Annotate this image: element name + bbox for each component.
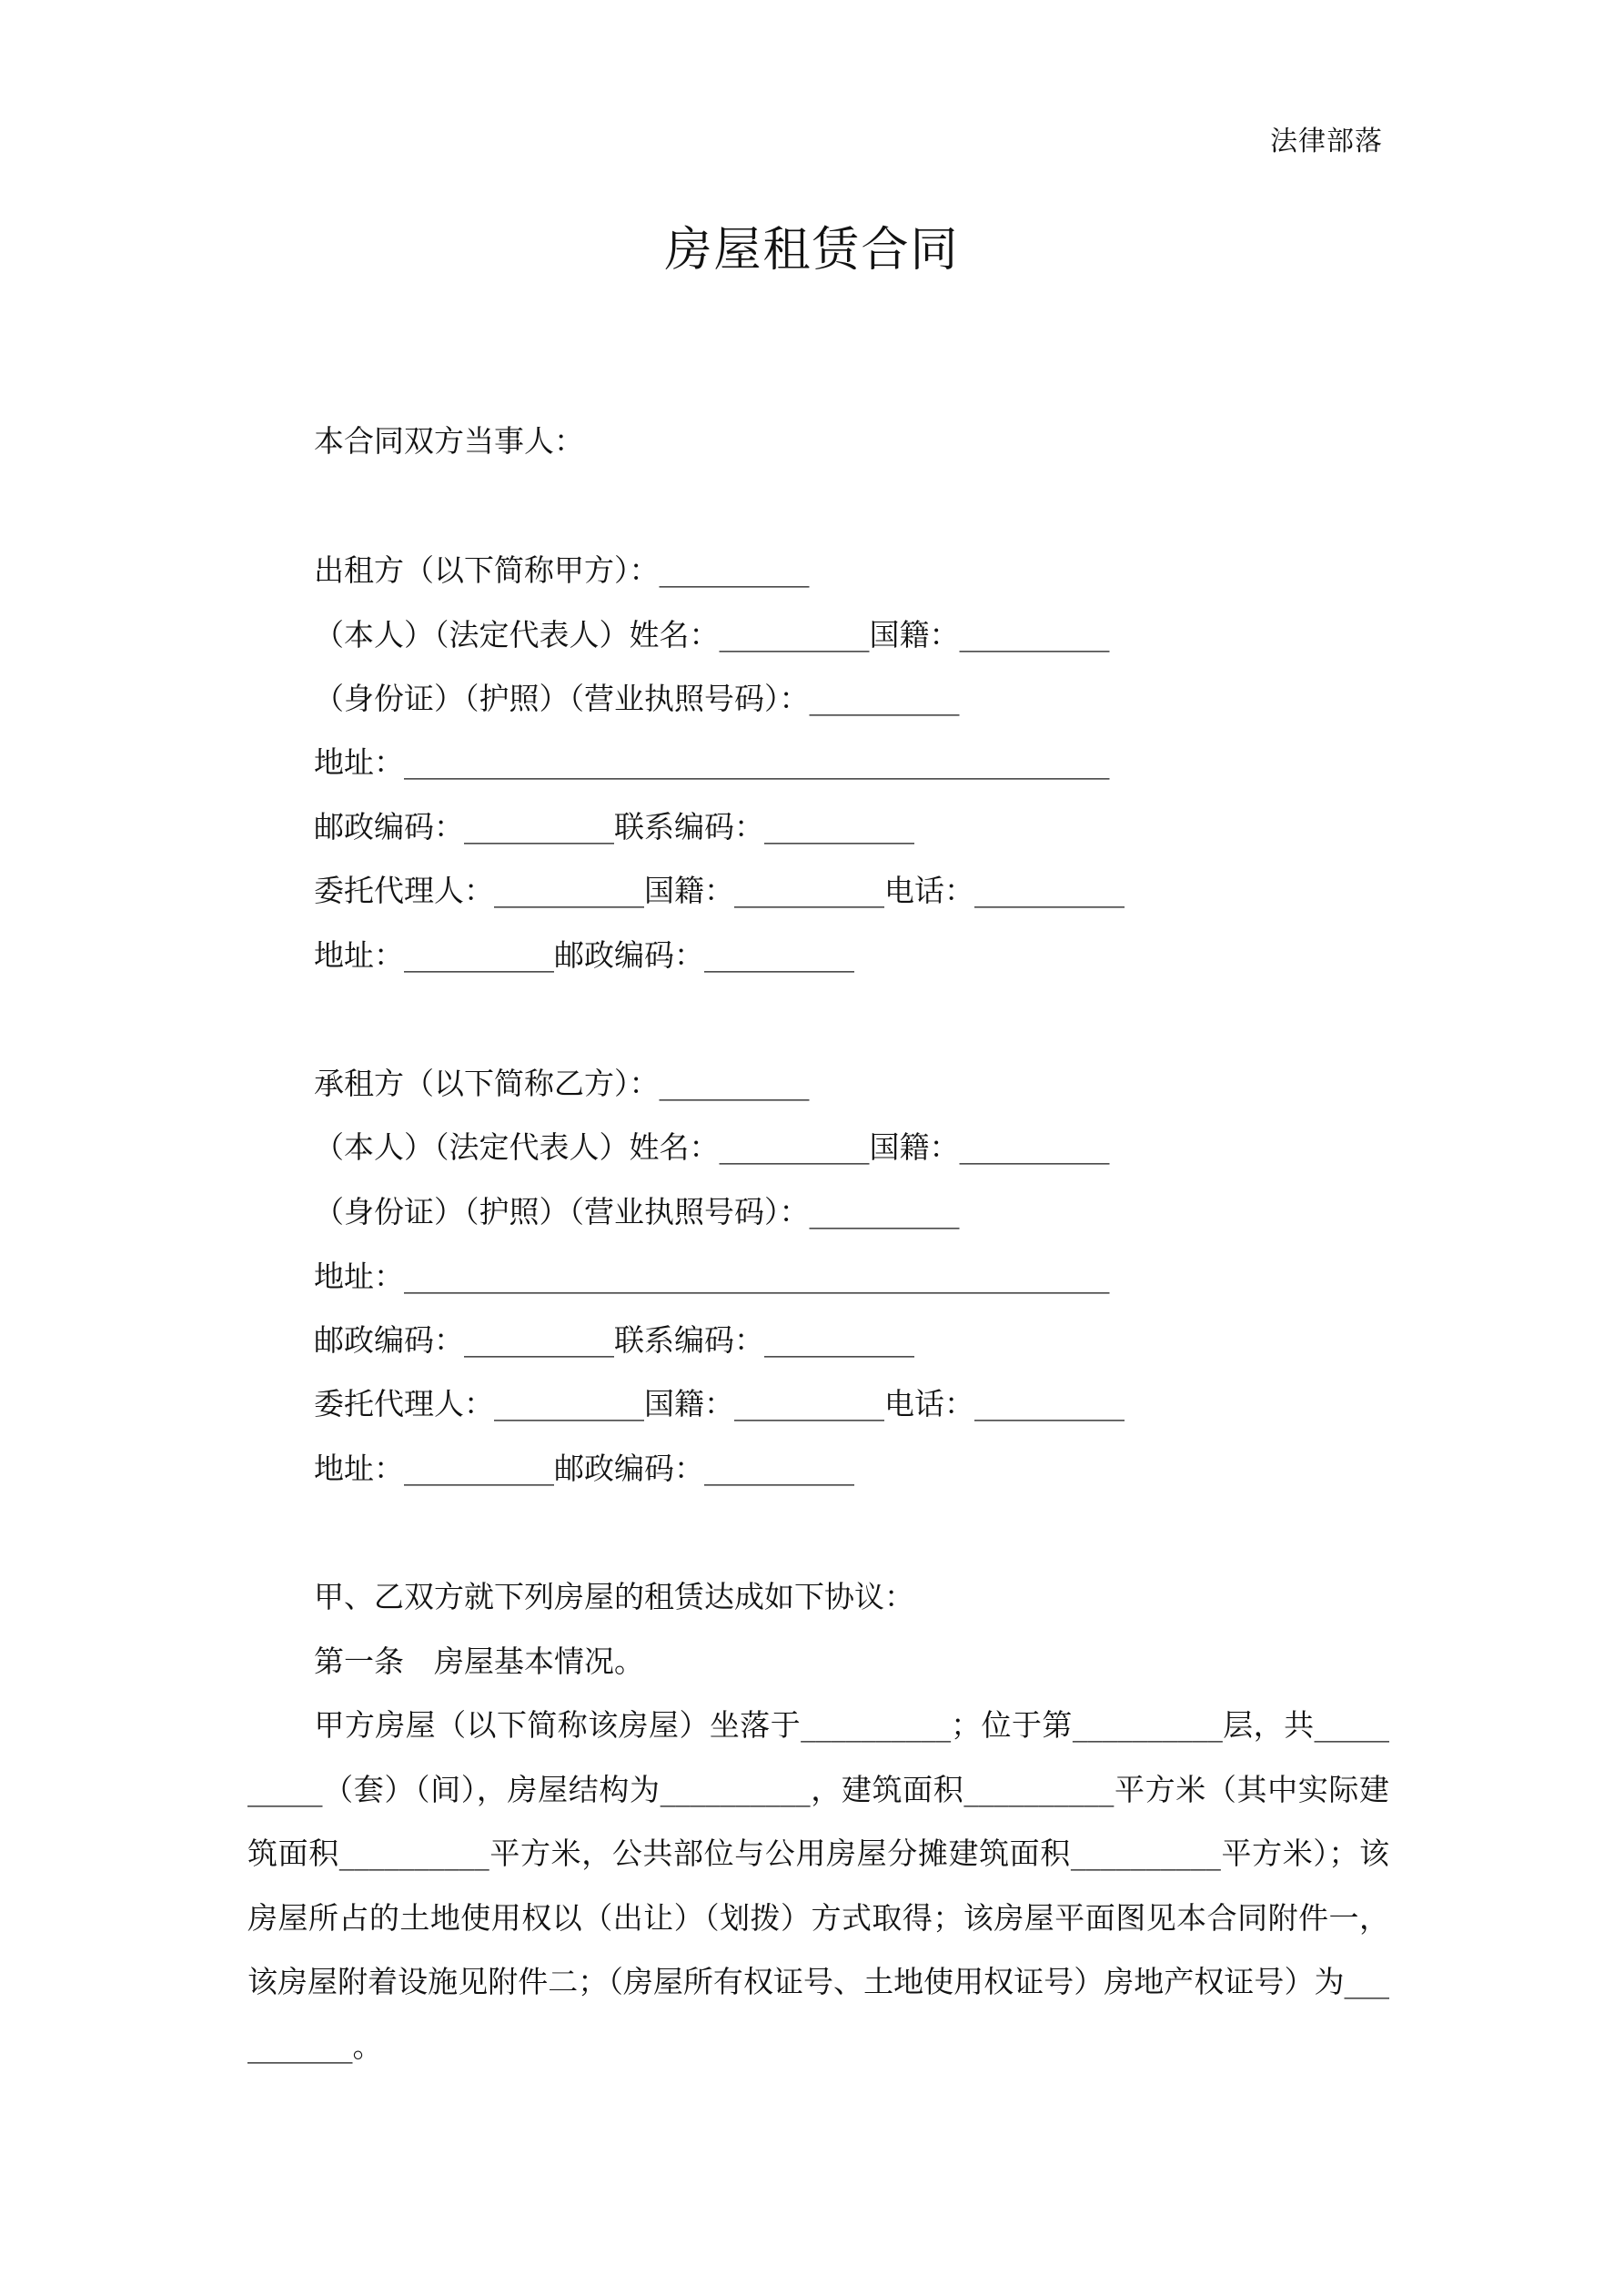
article-1-body-text: 甲方房屋（以下简称该房屋）坐落于__________；位于第__________层，共__________（套）（间），房屋结构为__________，建筑面积__________平方米（其中实际建筑面积__________平方米，公共部位与公用房屋分摊建筑面积__________平方米）；该房屋所占的土地使用权以（出让）（划拨）方式取得；该房屋平面图见本合同附件一，该房屋附着设施见附件二；（房屋所有权证号、土地使用权证号）房地产权证号）为__________。 (247, 1707, 1389, 2064)
lessor-postal-line: 邮政编码：__________联系编码：__________ (314, 809, 914, 845)
lessor-label-line: 出租方（以下简称甲方）：__________ (314, 552, 810, 588)
header-brand: 法律部落 (1270, 126, 1383, 157)
lessee-id-line: （身份证）（护照）（营业执照号码）：__________ (314, 1194, 960, 1229)
lessee-agent-address-line: 地址：__________邮政编码：__________ (314, 1451, 854, 1486)
article-1-heading: 第一条 房屋基本情况。 (314, 1644, 644, 1679)
parties-intro: 本合同双方当事人： (314, 423, 584, 459)
lessor-address-line: 地址：_______________________________________________ (314, 744, 1110, 780)
lessor-agent-address-line: 地址：__________邮政编码：__________ (314, 937, 854, 973)
lessor-name-line: （本人）（法定代表人）姓名：__________国籍：__________ (314, 617, 1110, 652)
lessee-agent-line: 委托代理人：__________国籍：__________电话：__________ (314, 1386, 1125, 1421)
lessor-id-line: （身份证）（护照）（营业执照号码）：__________ (314, 681, 960, 716)
lessee-address-line: 地址：_______________________________________________ (314, 1259, 1110, 1294)
lessor-agent-line: 委托代理人：__________国籍：__________电话：__________ (314, 873, 1125, 908)
lessee-label-line: 承租方（以下简称乙方）：__________ (314, 1066, 810, 1101)
agreement-intro: 甲、乙双方就下列房屋的租赁达成如下协议： (314, 1579, 914, 1614)
article-1-body (247, 1694, 1389, 2079)
document-title: 房屋租赁合同 (664, 223, 960, 278)
lessee-name-line: （本人）（法定代表人）姓名：__________国籍：__________ (314, 1129, 1110, 1165)
lessee-postal-line: 邮政编码：__________联系编码：__________ (314, 1322, 914, 1358)
